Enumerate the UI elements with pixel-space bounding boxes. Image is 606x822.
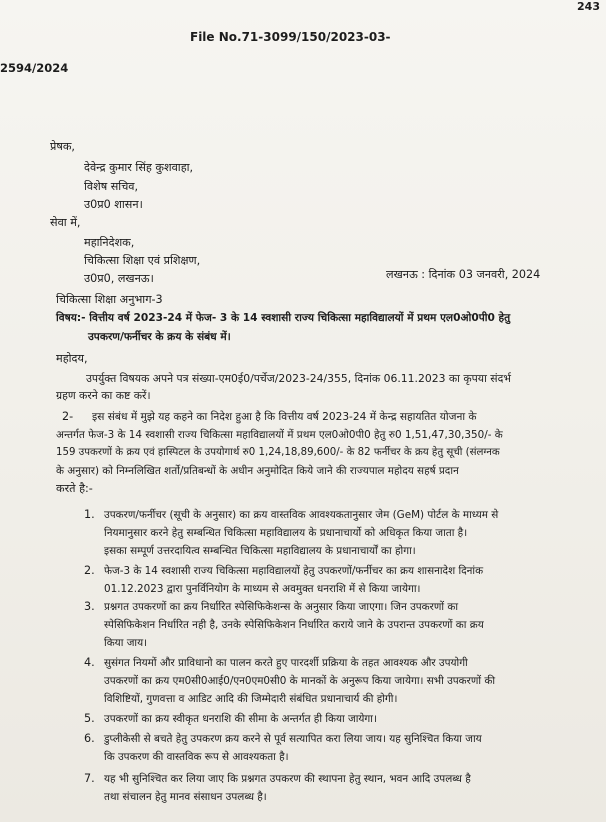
recipient-dept: चिकित्सा शिक्षा एवं प्रशिक्षण, [84, 254, 201, 267]
condition-2-line-1: फेज-3 के 14 स्वशासी राज्य चिकित्सा महाविद्यालयों हेतु उपकरणों/फर्नीचर का क्रय शासनादेश दिनांक [104, 565, 484, 577]
subject-line-2: उपकरण/फर्नीचर के क्रय के संबंध में। [88, 331, 231, 343]
condition-1-line-3: इसका सम्पूर्ण उत्तरदायित्व सम्बन्धित चिकित्सा महाविद्यालय के प्रधानाचार्यों का होगा। [104, 545, 416, 557]
salutation: महोदय, [56, 352, 88, 365]
para2-number: 2- [62, 410, 74, 423]
condition-3-line-2: स्पेसिफिकेशन निर्धारित नही है, उनके स्पेसिफिकेशन निर्धारित कराये जाने के उपरान्त उपकरणों का क्रय [104, 619, 484, 631]
condition-3-number: 3. [84, 600, 95, 613]
page-number: 243 [577, 0, 600, 13]
reference-number: 2594/2024 [0, 61, 69, 75]
condition-7-line-2: तथा संचालन हेतु मानव संसाधन उपलब्ध है। [104, 791, 267, 803]
condition-6-line-2: कि उपकरण की वास्तविक रूप से आवश्यकता है। [104, 751, 289, 763]
condition-4-line-2: उपकरणों का क्रय एम0सी0आई0/एन0एम0सी0 के मानकों के अनुरूप किया जायेगा। सभी उपकरणों की [104, 675, 496, 687]
para2-line-4: के अनुसार) को निम्नलिखित शर्तो/प्रतिबन्धों के अधीन अनुमोदित किये जाने की राज्यपाल महोदय सहर्ष प्रदान [56, 465, 459, 477]
para2-line-3: 159 उपकरणों के क्रय एवं हास्पिटल के उपयोगार्थ रु0 1,24,18,89,600/- के 82 फर्नीचर के क्रय हेतु सूची (संलग्नक [56, 447, 500, 458]
sender-designation: विशेष सचिव, [84, 180, 139, 193]
para2-line-2: अन्तर्गत फेज-3 के 14 स्वशासी राज्य चिकित्सा महाविद्यालयों में प्रथम एल0ओ0पी0 हेतु रु0 1,51,47,30,350/- के [56, 429, 503, 441]
para2-line-1: इस संबंध में मुझे यह कहने का निदेश हुआ है कि वित्तीय वर्ष 2023-24 में केन्द्र सहायतित योजना के [92, 411, 477, 423]
file-number: File No.71-3099/150/2023-03- [190, 30, 391, 44]
condition-7-line-1: यह भी सुनिश्चित कर लिया जाए कि प्रश्नगत उपकरण की स्थापना हेतु स्थान, भवन आदि उपलब्ध है [104, 773, 471, 785]
condition-2-number: 2. [84, 564, 95, 577]
sender-office: उ0प्र0 शासन। [84, 198, 143, 211]
condition-4-line-1: सुसंगत नियमों और प्राविधानो का पालन करते हुए पारदर्शी प्रक्रिया के तहत आवश्यक और उपयोगी [104, 657, 468, 669]
para2-line-5: करते है:- [56, 482, 93, 495]
section-name: चिकित्सा शिक्षा अनुभाग-3 [56, 293, 163, 306]
condition-3-line-3: किया जाय। [104, 637, 148, 649]
recipient-label: सेवा में, [50, 216, 81, 229]
condition-5-number: 5. [84, 712, 95, 725]
condition-1-line-1: उपकरण/फर्नीचर (सूची के अनुसार) का क्रय वास्तविक आवश्यकतानुसार जेम (GeM) पोर्टल के माध्यम से [104, 509, 499, 521]
para1-line-2: ग्रहण करने का कष्ट करें। [56, 389, 151, 402]
sender-label: प्रेषक, [50, 140, 75, 153]
recipient-place: उ0प्र0, लखनऊ। [84, 272, 154, 285]
condition-1-line-2: नियमानुसार करने हेतु सम्बन्धित चिकित्सा महाविद्यालय के प्रधानाचार्यो को अधिकृत किया जाता है। [104, 527, 468, 539]
sender-name: देवेन्द्र कुमार सिंह कुशवाहा, [84, 161, 194, 174]
condition-4-number: 4. [84, 656, 95, 669]
subject-line-1: विषय:- वित्तीय वर्ष 2023-24 में फेज- 3 के 14 स्वशासी राज्य चिकित्सा महाविद्यालयों में प्रथम एल0ओ0पी0 हेतु [56, 312, 511, 324]
condition-2-line-2: 01.12.2023 द्वारा पुनर्विनियोग के माध्यम से अवमुक्त धनराशि में से किया जायेगा। [104, 583, 421, 595]
date-line: लखनऊ : दिनांक 03 जनवरी, 2024 [386, 268, 541, 281]
condition-6-line-1: डुप्लीकेसी से बचते हेतु उपकरण क्रय करने से पूर्व सत्यापित करा लिया जाय। यह सुनिश्चित किया जाय [104, 733, 482, 745]
condition-4-line-3: विशिष्टियों, गुणवत्ता व आडिट आदि की जिम्मेदारी संबंधित प्रधानाचार्य की होगी। [104, 693, 398, 705]
condition-5-line-1: उपकरणों का क्रय स्वीकृत धनराशि की सीमा के अन्तर्गत ही किया जायेगा। [104, 713, 377, 725]
condition-3-line-1: प्रश्नगत उपकरणों का क्रय निर्धारित स्पेसिफिकेशन्स के अनुसार किया जाएगा। जिन उपकरणों का [104, 601, 459, 613]
para1-line-1: उपर्युक्त विषयक अपने पत्र संख्या-एम0ई0/पर्चेज/2023-24/355, दिनांक 06.11.2023 का कृपया संदर्भ [86, 372, 511, 385]
condition-7-number: 7. [84, 772, 95, 785]
recipient-title: महानिदेशक, [84, 236, 135, 249]
condition-6-number: 6. [84, 732, 95, 745]
condition-1-number: 1. [84, 508, 95, 521]
